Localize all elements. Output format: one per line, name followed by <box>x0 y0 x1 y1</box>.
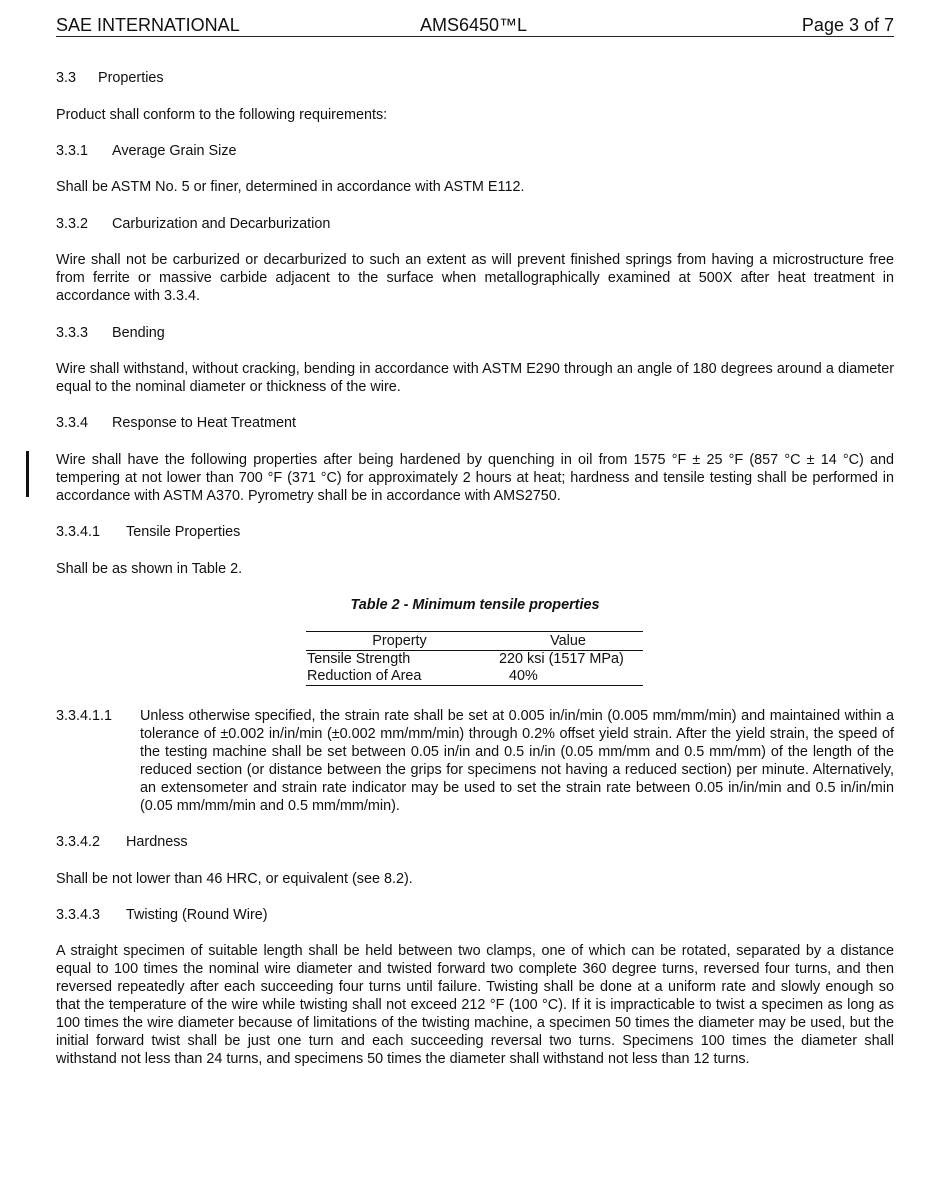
section-heading-3-3-2 <box>56 215 894 233</box>
table-cell-property: Tensile Strength <box>307 651 411 667</box>
paragraph: Shall be not lower than 46 HRC, or equivalent (see 8.2). <box>56 871 413 887</box>
paragraph: Wire shall not be carburized or decarburized to such an extent as will prevent finished springs from having a microstructure free from ferrite or massive carbide adjacent to the surface when metallographically examined at 500X after heat treatment in accordance with 3.3.4. <box>56 252 894 304</box>
section-number: 3.3.4 <box>56 415 89 431</box>
section-heading-3-3-3 <box>56 324 894 342</box>
table-row <box>306 668 643 686</box>
table-cell-property: Reduction of Area <box>306 668 493 686</box>
header-page-number: Page 3 of 7 <box>801 15 894 35</box>
column-header-value: Value <box>493 632 643 651</box>
paragraph: A straight specimen of suitable length shall be held between two clamps, one of which can be rotated, separated by a distance equal to 100 times the nominal wire diameter and twisted forward two complete 360 degree turns, reversed four turns, and then reversed repeatedly after each succeeding four turns until failure. Twisting shall be done at a uniform rate and slowly enough so that the temperature of the wire while twisting shall not exceed 212 °F (100 °C). If it is impracticable to twist a specimen as long as 100 times the wire diameter because of limitations of the twisting machine, a specimen 50 times the diameter may be used, but the initial forward twist shall be just one turn and each succeeding reversal two turns. Specimens 100 times the diameter shall withstand not less than 24 turns, and specimens 50 times the diameter shall withstand not less than 12 turns. <box>56 943 894 1067</box>
table-cell-value: 220 ksi (1517 MPa) <box>499 651 624 667</box>
tensile-properties-table <box>306 631 643 686</box>
section-heading-3-3-4-1 <box>56 523 894 541</box>
section-number: 3.3 <box>56 70 77 86</box>
section-heading-3-3-4-3 <box>56 906 894 924</box>
section-title: Twisting (Round Wire) <box>126 907 268 923</box>
section-title: Properties <box>98 70 164 86</box>
subsection-3-3-4-1-1 <box>56 707 894 815</box>
page-header <box>56 14 894 37</box>
header-document-id: AMS6450™L <box>420 15 528 35</box>
section-heading-3-3-4-2 <box>56 833 894 851</box>
section-number: 3.3.4.2 <box>56 834 101 850</box>
paragraph: Unless otherwise specified, the strain rate shall be set at 0.005 in/in/min (0.005 mm/mm/min) and maintained within a tolerance of ±0.002 in/in/min (±0.002 mm/mm/min) through 0.2% offset yield strain. After the yield strain, the speed of the testing machine shall be set between 0.05 in/in and 0.5 in/in (0.05 mm/mm and 0.5 mm/mm) of the length of the reduced section (or distance between the grips for specimens not having a reduced section) per minute. Alternatively, an extensometer and strain rate indicator may be used to set the strain rate between 0.05 in/in/min and 0.5 in/in/min (0.05 mm/mm/min and 0.5 mm/mm/min). <box>140 708 894 814</box>
table-caption: Table 2 - Minimum tensile properties <box>350 597 600 613</box>
table-cell-value: 40% <box>493 668 643 686</box>
revision-change-bar <box>26 451 29 497</box>
paragraph: Product shall conform to the following requirements: <box>56 107 388 123</box>
section-title: Response to Heat Treatment <box>112 415 296 431</box>
paragraph: Shall be as shown in Table 2. <box>56 561 243 577</box>
section-number: 3.3.3 <box>56 325 89 341</box>
section-number: 3.3.4.1 <box>56 524 101 540</box>
paragraph: Wire shall withstand, without cracking, bending in accordance with ASTM E290 through an angle of 180 degrees around a diameter equal to the nominal diameter or thickness of the wire. <box>56 361 894 395</box>
section-number: 3.3.4.3 <box>56 907 101 923</box>
column-header-property: Property <box>306 632 493 651</box>
section-heading-3-3-4 <box>56 414 894 432</box>
table-row <box>306 651 643 669</box>
section-title: Hardness <box>126 834 188 850</box>
section-number: 3.3.4.1.1 <box>56 708 113 724</box>
section-heading-3-3-1 <box>56 142 894 160</box>
section-title: Average Grain Size <box>112 143 237 159</box>
paragraph: Wire shall have the following properties after being hardened by quenching in oil from 1575 °F ± 25 °F (857 °C ± 14 °C) and tempering at not lower than 700 °F (371 °C) for approximately 2 hours at heat; hardness and tensile testing shall be performed in accordance with ASTM A370. Pyrometry shall be in accordance with AMS2750. <box>56 452 894 504</box>
section-number: 3.3.2 <box>56 216 89 232</box>
paragraph: Shall be ASTM No. 5 or finer, determined in accordance with ASTM E112. <box>56 179 525 195</box>
header-organization: SAE INTERNATIONAL <box>56 15 240 35</box>
table-header-row <box>306 632 643 651</box>
section-number: 3.3.1 <box>56 143 89 159</box>
section-title: Tensile Properties <box>126 524 241 540</box>
section-title: Carburization and Decarburization <box>112 216 331 232</box>
section-heading-3-3 <box>56 69 894 87</box>
section-title: Bending <box>112 325 165 341</box>
